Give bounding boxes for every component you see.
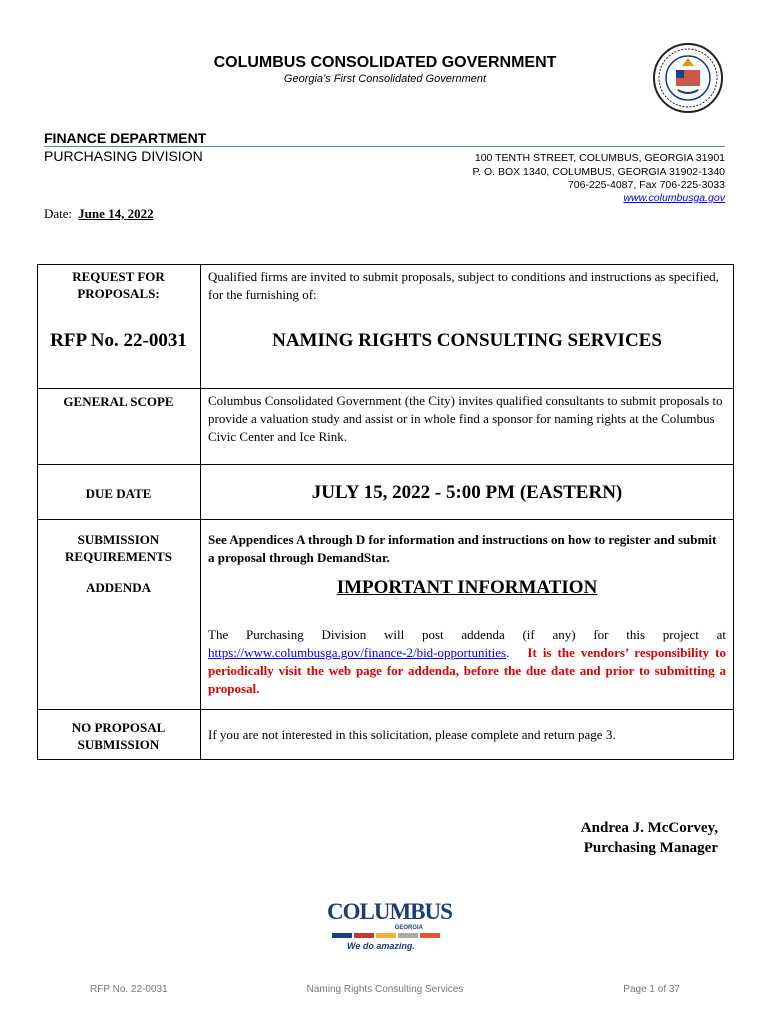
request-label: REQUEST FOR PROPOSALS: xyxy=(72,269,165,301)
address-line-2: P. O. BOX 1340, COLUMBUS, GEORGIA 31902-1340 xyxy=(472,166,725,178)
footer-page-number: Page 1 of 37 xyxy=(623,984,680,995)
scope-label: GENERAL SCOPE xyxy=(63,394,174,409)
date-row xyxy=(44,206,154,222)
columbus-logo xyxy=(327,899,452,956)
addenda-responsibility-note: It is the vendors’ responsibility to periodically visit the web page for addenda, before the due date and prior to submitting a proposal. xyxy=(208,645,727,696)
request-text: Qualified firms are invited to submit proposals, subject to conditions and instructions as specified, for the furnishing of: xyxy=(208,269,719,302)
header-divider xyxy=(44,146,725,147)
city-seal-icon xyxy=(652,42,724,114)
signer-role: Purchasing Manager xyxy=(583,840,718,856)
scope-text: Columbus Consolidated Government (the City) invites qualified consultants to submit proposals to provide a valuation study and assist or in whole find a sponsor for naming rights at the Columbus Civic Center and Ice Rink. xyxy=(208,393,723,444)
table-row-divider xyxy=(37,388,734,389)
addenda-paragraph: The Purchasing Division will post addenda (if any) for this project at https://www.columbusga.gov/finance-2/bid-opportunities. It is the vendors’ responsibility to periodically visit the web page for addenda, before the due date and prior to submitting a proposal. xyxy=(208,627,727,696)
website-link[interactable]: www.columbusga.gov xyxy=(623,192,725,204)
addenda-text: The Purchasing Division will post addenda (if any) for this project at xyxy=(208,627,726,642)
no-proposal-text: If you are not interested in this solicitation, please complete and return page 3. xyxy=(208,727,616,742)
logo-tagline: We do amazing. xyxy=(347,941,415,951)
rfp-title: NAMING RIGHTS CONSULTING SERVICES xyxy=(272,330,662,351)
due-date-value: JULY 15, 2022 - 5:00 PM (EASTERN) xyxy=(311,482,623,503)
bid-opportunities-link[interactable]: https://www.columbusga.gov/finance-2/bid-opportunities xyxy=(208,645,507,660)
submission-text: See Appendices A through D for information and instructions on how to register and submit a proposal through DemandStar. xyxy=(208,532,717,565)
department-name: FINANCE DEPARTMENT xyxy=(44,130,207,146)
footer-rfp-number: RFP No. 22-0031 xyxy=(90,984,168,995)
government-subtitle: Georgia’s First Consolidated Government xyxy=(283,73,487,85)
table-row-divider xyxy=(37,709,734,710)
date-label: Date: xyxy=(44,206,73,221)
logo-color-bar-icon xyxy=(332,933,440,938)
due-date-label: DUE DATE xyxy=(85,486,152,501)
rfp-number: RFP No. 22-0031 xyxy=(50,330,187,351)
table-row-divider xyxy=(37,464,734,465)
logo-state: GEORGIA xyxy=(394,925,423,931)
submission-label: SUBMISSION REQUIREMENTS xyxy=(65,532,172,564)
address-phone: 706-225-4087, Fax 706-225-3033 xyxy=(567,179,725,191)
signer-name: Andrea J. McCorvey, xyxy=(580,820,718,836)
footer-title: Naming Rights Consulting Services xyxy=(306,984,464,995)
addenda-heading: IMPORTANT INFORMATION xyxy=(336,577,598,598)
table-row-divider xyxy=(37,519,734,520)
no-proposal-label: NO PROPOSAL SUBMISSION xyxy=(71,720,166,752)
logo-wordmark: COLUMBUS xyxy=(327,899,452,924)
addenda-label: ADDENDA xyxy=(86,580,151,595)
date-value: June 14, 2022 xyxy=(78,206,154,221)
address-line-1: 100 TENTH STREET, COLUMBUS, GEORGIA 31901 xyxy=(474,152,725,164)
division-name: PURCHASING DIVISION xyxy=(44,148,203,164)
government-title: COLUMBUS CONSOLIDATED GOVERNMENT xyxy=(213,54,557,71)
